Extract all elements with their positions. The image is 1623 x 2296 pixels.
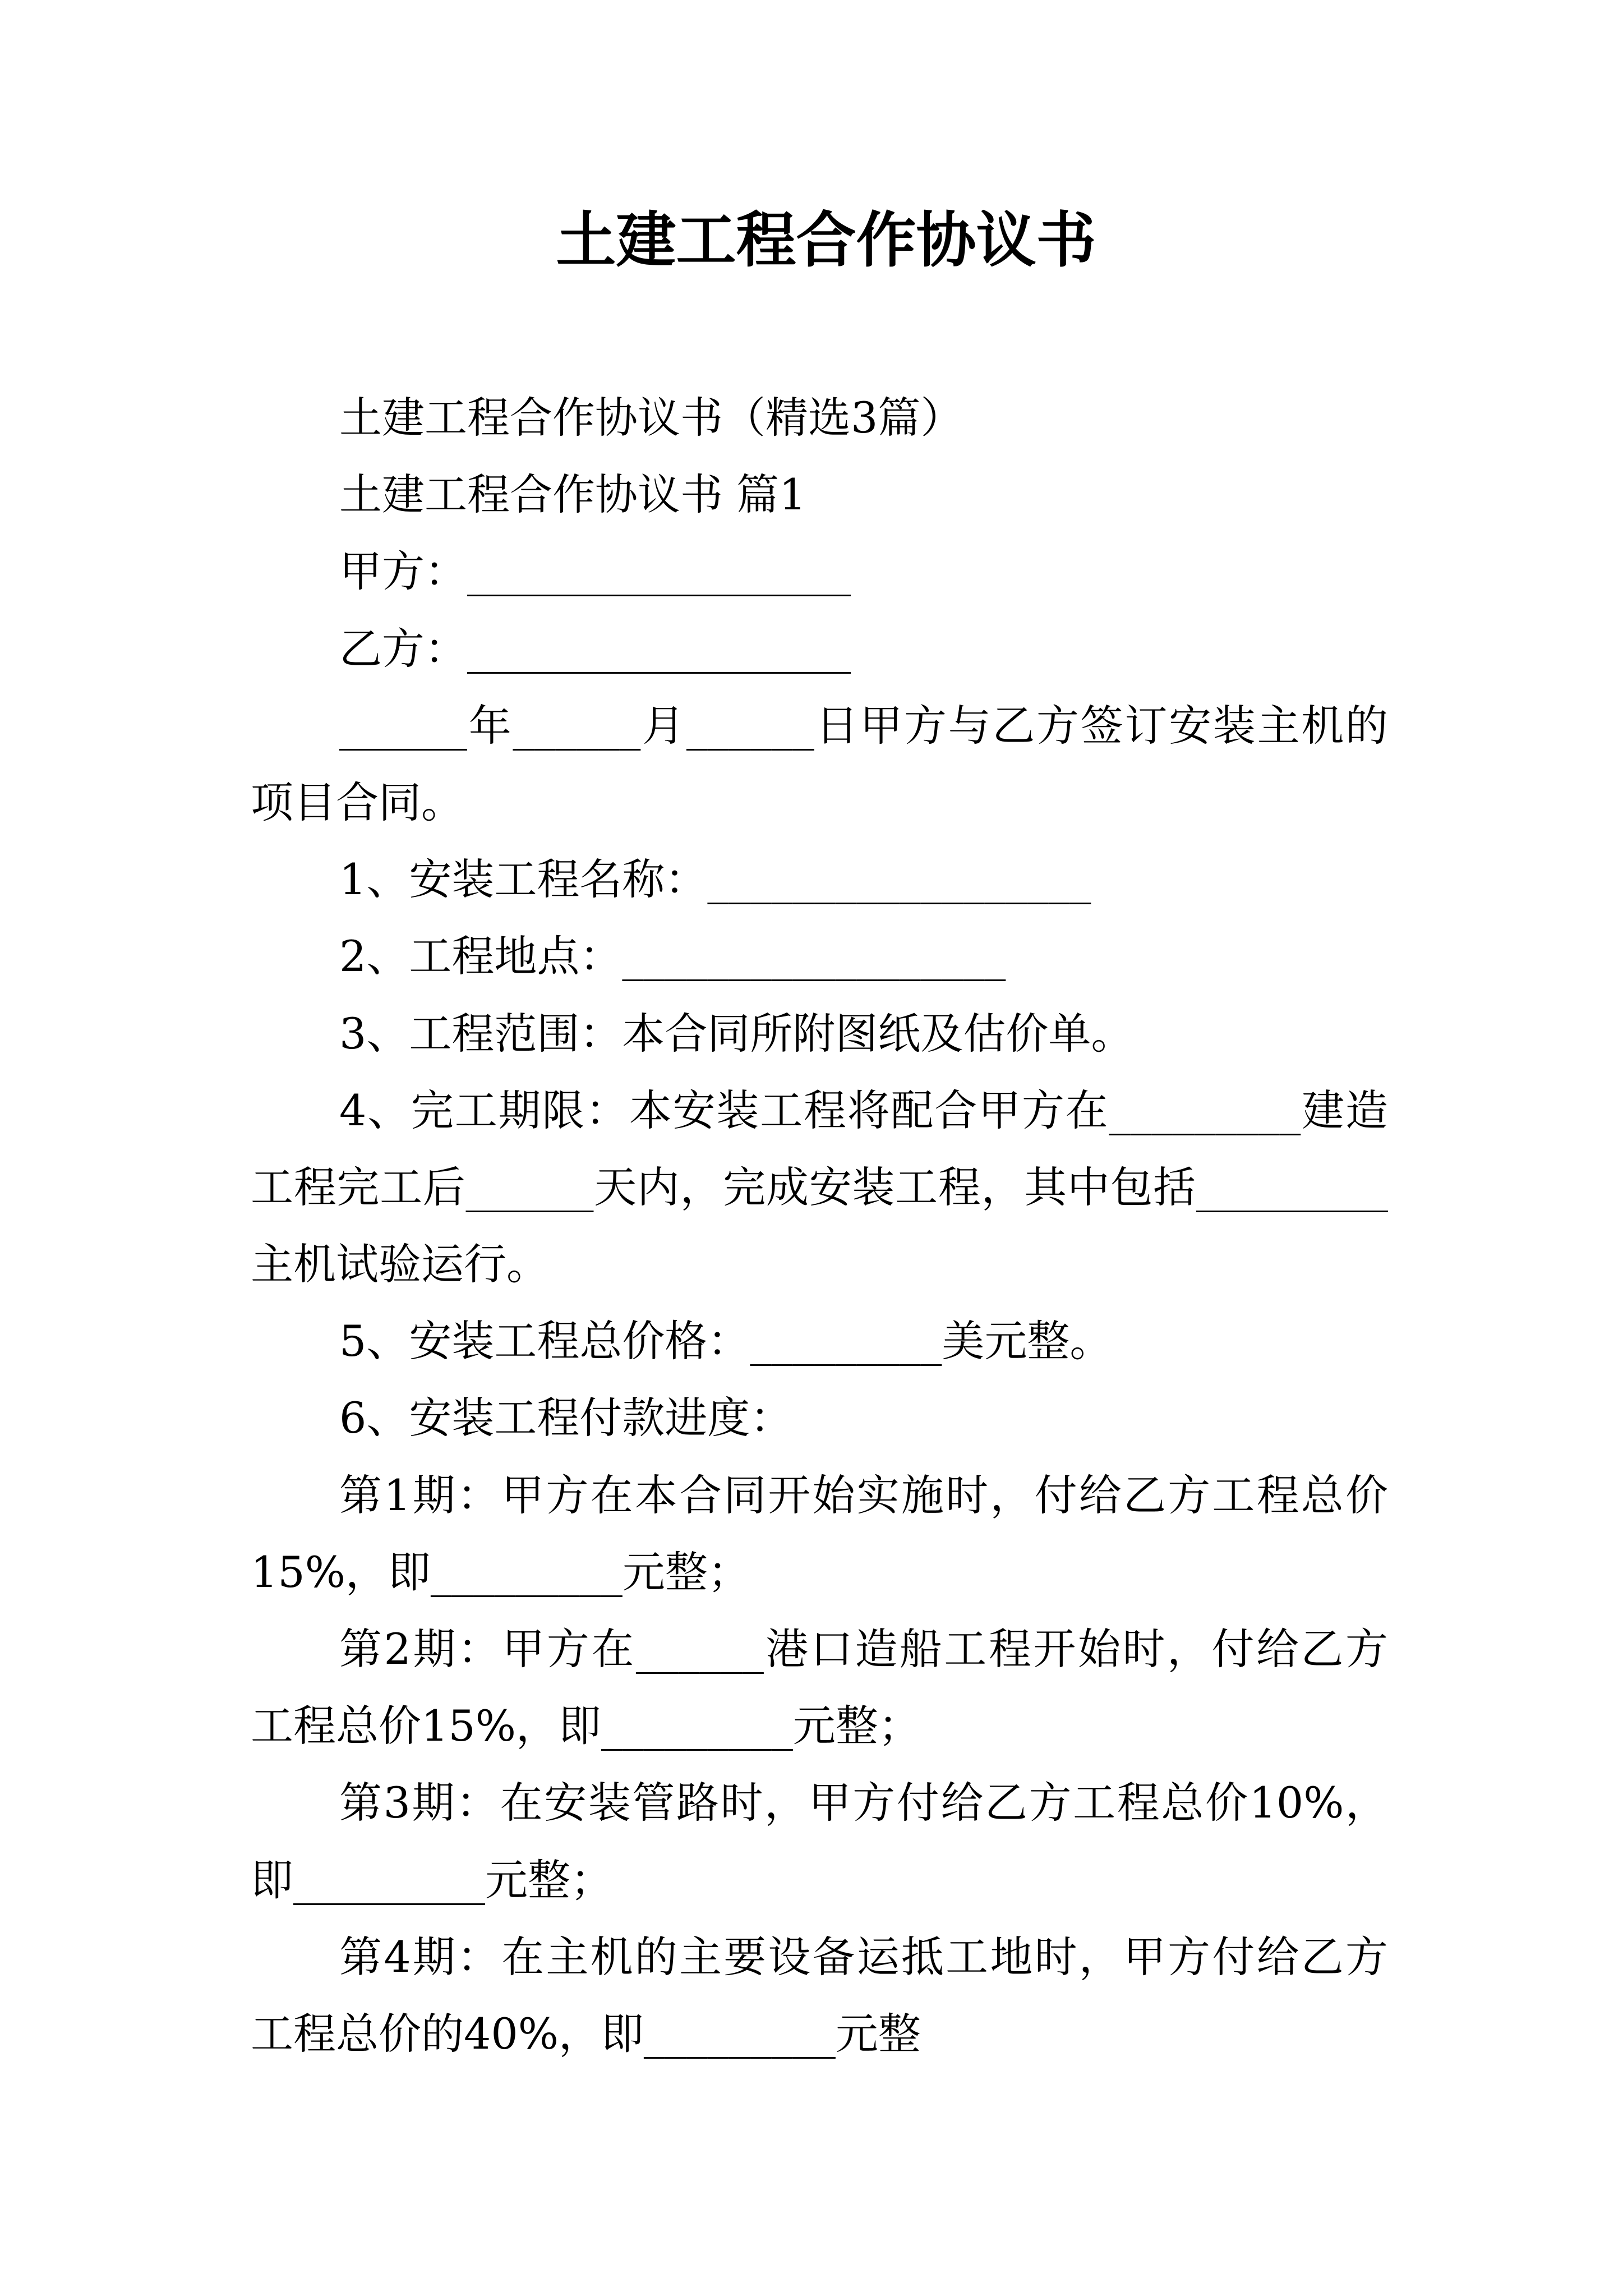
document-title: 土建工程合作协议书 (556, 205, 1096, 275)
paragraph-section-heading (251, 456, 1388, 533)
text-line: 15%，即_________元整； (251, 1547, 750, 1597)
paragraph-payment-2 (251, 1611, 1388, 1764)
document-body (251, 379, 1388, 2072)
paragraph-contract-date (251, 687, 1388, 841)
text-line: 第2期：甲方在______港口造船工程开始时，付给乙方 (339, 1624, 1388, 1674)
paragraph-payment-3 (251, 1764, 1388, 1918)
text-line: 乙方：__________________ (339, 623, 851, 674)
paragraph-item-2 (251, 918, 1388, 995)
paragraph-item-5 (251, 1303, 1388, 1379)
text-line: 第1期：甲方在本合同开始实施时，付给乙方工程总价 (339, 1470, 1388, 1520)
text-line: 土建工程合作协议书 篇1 (339, 470, 806, 520)
paragraph-party-b (251, 610, 1388, 687)
text-line: 1、安装工程名称：__________________ (339, 854, 1091, 905)
paragraph-subtitle (251, 379, 1388, 456)
text-line: 2、工程地点：__________________ (339, 931, 1006, 982)
text-line: 项目合同。 (251, 777, 464, 827)
text-line: 第3期：在安装管路时，甲方付给乙方工程总价10%， (339, 1778, 1388, 1828)
text-line: 3、工程范围：本合同所附图纸及估价单。 (339, 1008, 1134, 1059)
text-line: 第4期：在主机的主要设备运抵工地时，甲方付给乙方 (339, 1931, 1388, 1982)
text-line: 土建工程合作协议书（精选3篇） (339, 393, 963, 443)
paragraph-item-4 (251, 1072, 1388, 1303)
text-line: 4、完工期限：本安装工程将配合甲方在_________建造 (339, 1085, 1388, 1135)
paragraph-payment-4 (251, 1918, 1388, 2072)
paragraph-party-a (251, 533, 1388, 610)
text-line: ______年______月______日甲方与乙方签订安装主机的 (339, 700, 1388, 751)
paragraph-payment-1 (251, 1457, 1388, 1611)
text-line: 甲方：__________________ (339, 546, 851, 597)
text-line: 主机试验运行。 (251, 1239, 549, 1290)
paragraph-item-1 (251, 841, 1388, 918)
text-line: 5、安装工程总价格：_________美元整。 (339, 1316, 1113, 1366)
text-line: 工程总价15%，即_________元整； (251, 1701, 921, 1751)
text-line: 6、安装工程付款进度： (339, 1393, 793, 1443)
paragraph-item-6 (251, 1379, 1388, 1456)
paragraph-item-3 (251, 995, 1388, 1072)
text-line: 工程完工后______天内，完成安装工程，其中包括_________ (251, 1162, 1388, 1212)
text-line: 即_________元整； (251, 1855, 613, 1905)
text-line: 工程总价的40%，即_________元整 (251, 2008, 921, 2059)
